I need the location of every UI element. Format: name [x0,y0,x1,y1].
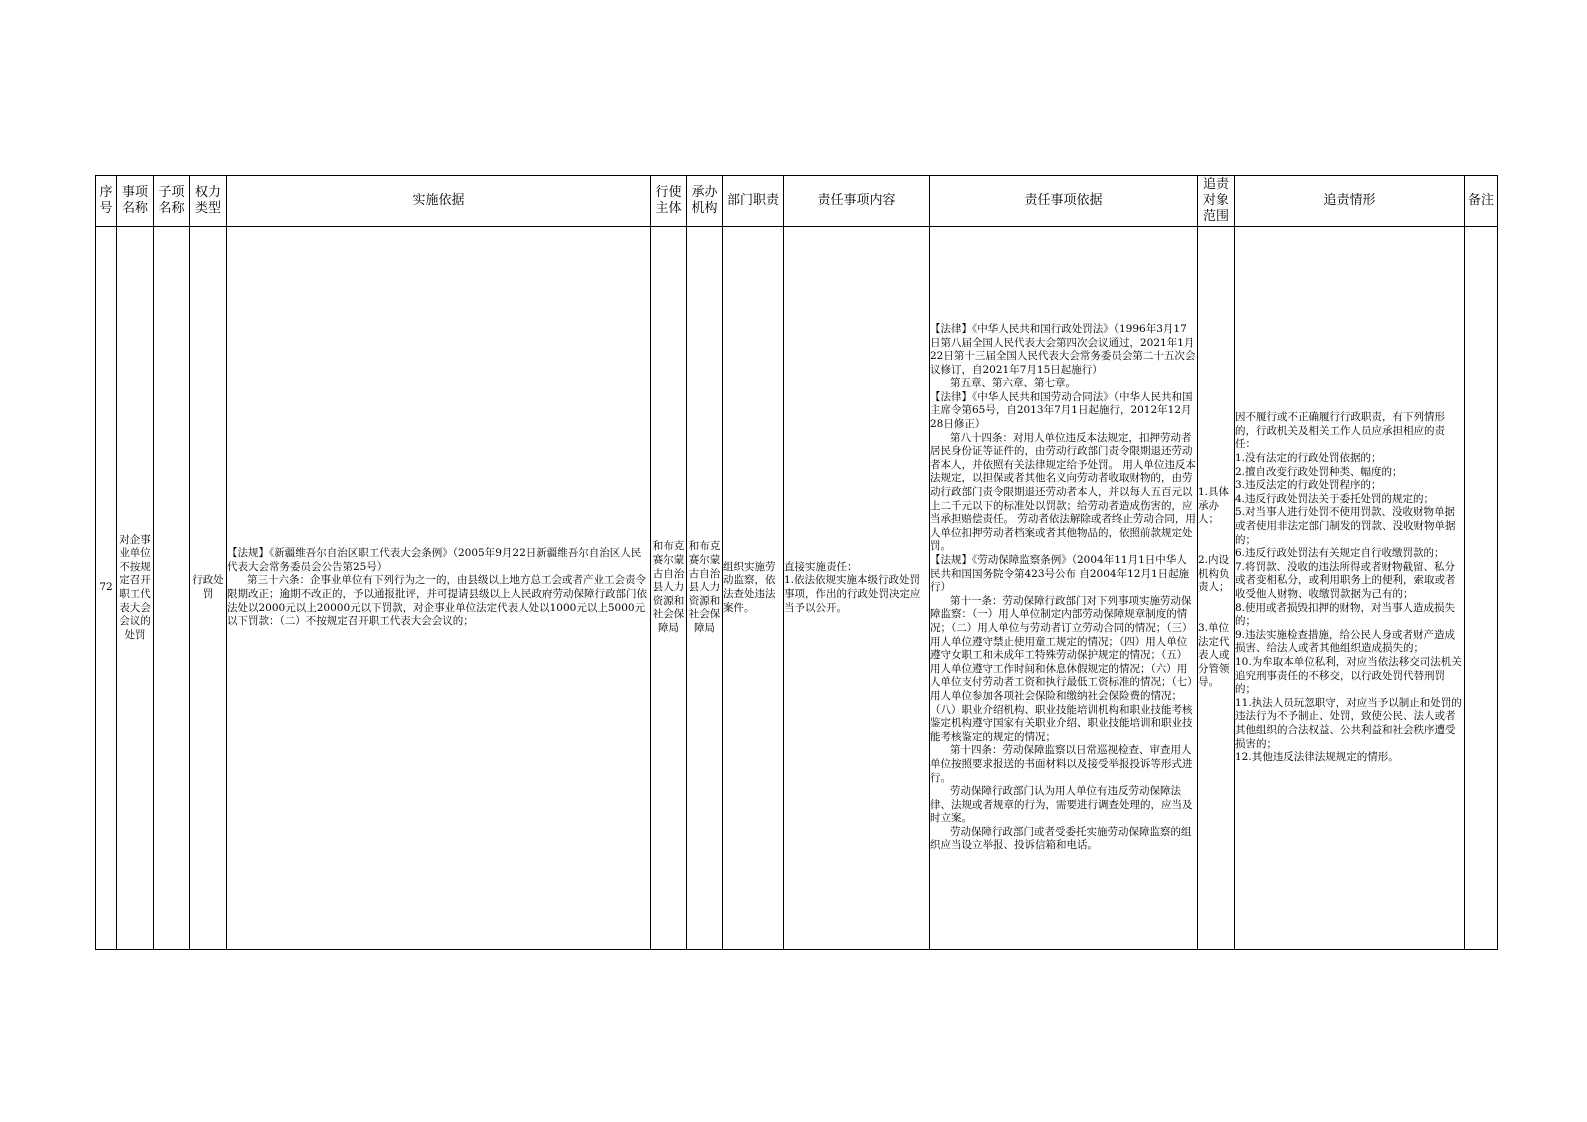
header-agency: 承办机构 [687,176,723,227]
cell-subject: 和布克赛尔蒙古自治县人力资源和社会保障局 [651,227,687,950]
header-power-type: 权力类型 [190,176,227,227]
cell-situation: 因不履行或不正确履行行政职责，有下列情形的，行政机关及相关工作人员应承担相应的责任： 1.没有法定的行政处罚依据的； 2.擅自改变行政处罚种类、幅度的； 3.违反法定的行政处罚程序的； 4.违反行政处罚法关于委托处罚的规定的； 5.对当事人进行处罚不使用罚款、没收财物单据或者使用非法定部门制发的罚款、没收财物单据的； 6.违反行政处罚法有关规定自行收缴罚款的； 7.将罚款、没收的违法所得或者财物截留、私分或者变相私分，或利用职务上的便利，索取或者收受他人财物、收缴罚款据为己有的； 8.使用或者损毁扣押的财物，对当事人造成损失的； 9.违法实施检查措施，给公民人身或者财产造成损害、给法人或者其他组织造成损失的； 10.为牟取本单位私利，对应当依法移交司法机关追究刑事责任的不移交，以行政处罚代替刑罚的； 11.执法人员玩忽职守，对应当予以制止和处罚的违法行为不予制止、处罚，致使公民、法人或者其他组织的合法权益、公共利益和社会秩序遭受损害的； 12.其他违反法律法规规定的情形。 [1235,227,1465,950]
cell-resp-content: 直接实施责任： 1.依法依规实施本级行政处罚事项，作出的行政处罚决定应当予以公开。 [784,227,930,950]
header-item-name: 事项名称 [117,176,154,227]
header-seq: 序号 [96,176,117,227]
cell-seq: 72 [96,227,117,950]
cell-basis: 【法规】《新疆维吾尔自治区职工代表大会条例》（2005年9月22日新疆维吾尔自治区人民代表大会常务委员会公告第25号） 第三十六条：企事业单位有下列行为之一的，由县级以上地方总工会或者产业工会责令限期改正；逾期不改正的，予以通报批评，并可提请县级以上人民政府劳动保障行政部门依法处以2000元以上20000元以下罚款，对企事业单位法定代表人处以1000元以上5000元以下罚款：（二）不按规定召开职工代表大会会议的； [227,227,651,950]
cell-remark [1465,227,1498,950]
cell-scope [1198,227,1235,950]
scope-item-2: 2.内设机构负责人； [1198,554,1230,594]
cell-agency: 和布克赛尔蒙古自治县人力资源和社会保障局 [687,227,723,950]
table-row [96,227,1498,950]
responsibility-table [95,175,1498,950]
header-resp-content: 责任事项内容 [784,176,930,227]
cell-item-name: 对企事业单位不按规定召开职工代表大会会议的处罚 [117,227,154,950]
scope-item-1: 1.具体承办人； [1198,486,1230,526]
cell-sub-item-name [154,227,190,950]
cell-resp-basis: 【法律】《中华人民共和国行政处罚法》（1996年3月17日第八届全国人民代表大会第四次会议通过，2021年1月22日第十三届全国人民代表大会常务委员会第二十五次会议修订，自2021年7月15日起施行） 第五章、第六章、第七章。 【法律】《中华人民共和国劳动合同法》（中华人民共和国主席令第65号，自2013年7月1日起施行，2012年12月28日修正） 第八十四条：对用人单位违反本法规定，扣押劳动者居民身份证等证件的，由劳动行政部门责令限期退还劳动者本人，并依照有关法律规定给予处罚。 用人单位违反本法规定，以担保或者其他名义向劳动者收取财物的，由劳动行政部门责令限期退还劳动者本人，并以每人五百元以上二千元以下的标准处以罚款；给劳动者造成伤害的，应当承担赔偿责任。 劳动者依法解除或者终止劳动合同，用人单位扣押劳动者档案或者其他物品的，依照前款规定处罚。 【法规】《劳动保障监察条例》（2004年11月1日中华人民共和国国务院令第423号公布 自2004年12月1日起施行） 第十一条：劳动保障行政部门对下列事项实施劳动保障监察：（一）用人单位制定内部劳动保障规章制度的情况；（二）用人单位与劳动者订立劳动合同的情况；（三）用人单位遵守禁止使用童工规定的情况；（四）用人单位遵守女职工和未成年工特殊劳动保护规定的情况；（五）用人单位遵守工作时间和休息休假规定的情况；（六）用人单位支付劳动者工资和执行最低工资标准的情况；（七）用人单位参加各项社会保险和缴纳社会保险费的情况；（八）职业介绍机构、职业技能培训机构和职业技能考核鉴定机构遵守国家有关职业介绍、职业技能培训和职业技能考核鉴定的规定的情况； 第十四条：劳动保障监察以日常巡视检查、审查用人单位按照要求报送的书面材料以及接受举报投诉等形式进行。 劳动保障行政部门认为用人单位有违反劳动保障法律、法规或者规章的行为，需要进行调查处理的，应当及时立案。 劳动保障行政部门或者受委托实施劳动保障监察的组织应当设立举报、投诉信箱和电话。 [930,227,1198,950]
header-remark: 备注 [1465,176,1498,227]
header-sub-item-name: 子项名称 [154,176,190,227]
header-situation: 追责情形 [1235,176,1465,227]
header-scope: 追责对象范围 [1198,176,1235,227]
header-subject: 行使主体 [651,176,687,227]
cell-duty: 组织实施劳动监察，依法查处违法案件。 [723,227,784,950]
header-duty: 部门职责 [723,176,784,227]
header-resp-basis: 责任事项依据 [930,176,1198,227]
cell-power-type: 行政处罚 [190,227,227,950]
header-basis: 实施依据 [227,176,651,227]
header-row [96,176,1498,227]
scope-item-3: 3.单位法定代表人或分管领导。 [1198,621,1230,689]
